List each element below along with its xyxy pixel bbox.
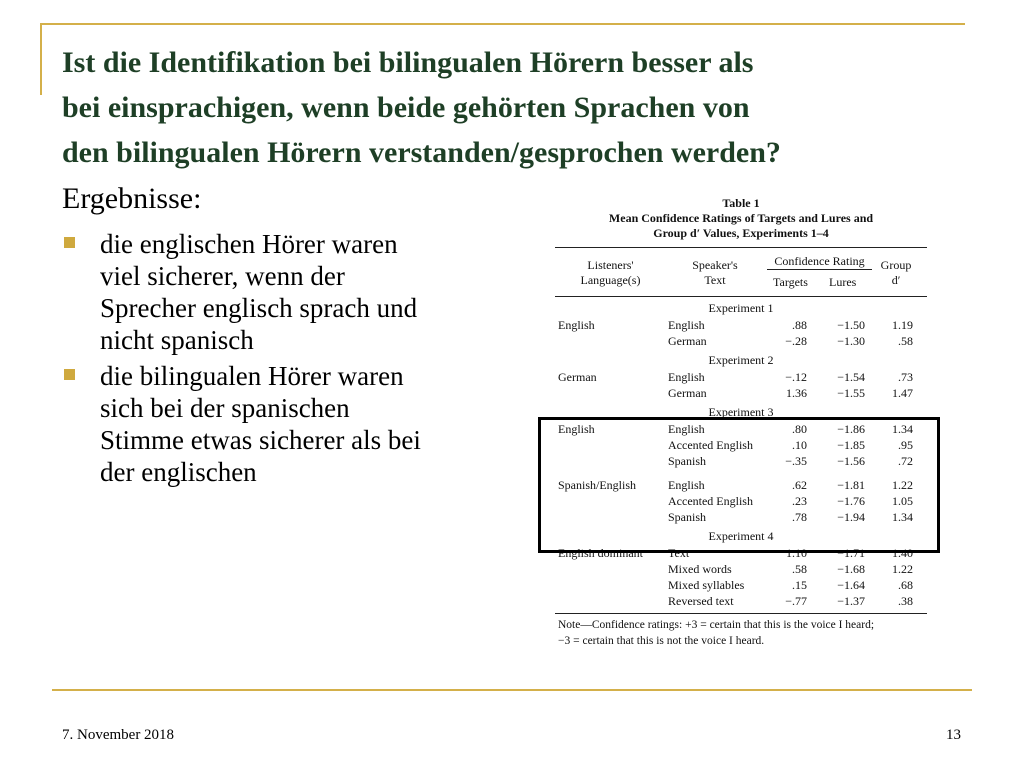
table-note: −3 = certain that this is not the voice I heard. <box>558 635 765 647</box>
cell-group-d: 1.34 <box>892 422 913 436</box>
bullet-square-icon <box>64 369 75 380</box>
cell-speaker-text: English <box>668 370 705 384</box>
cell-group-d: .58 <box>898 334 913 348</box>
cell-targets: .88 <box>792 318 807 332</box>
header-speaker: Speaker's Text <box>692 258 738 287</box>
title-line: Ist die Identifikation bei bilingualen Hörern besser als <box>62 46 754 79</box>
bullet-text <box>100 228 502 356</box>
cell-speaker-text: Mixed words <box>668 562 732 576</box>
cell-language: English <box>558 422 595 436</box>
cell-targets: −.12 <box>785 370 807 384</box>
cell-lures: −1.71 <box>837 546 865 560</box>
bullet-item <box>62 360 502 488</box>
cell-group-d: 1.22 <box>892 478 913 492</box>
cell-group-d: 1.05 <box>892 494 913 508</box>
cell-targets: .10 <box>792 438 807 452</box>
cell-targets: .80 <box>792 422 807 436</box>
table-row <box>555 317 927 333</box>
cell-targets: 1.36 <box>786 386 807 400</box>
table-row <box>555 333 927 349</box>
cell-lures: −1.68 <box>837 562 865 576</box>
cell-group-d: 1.19 <box>892 318 913 332</box>
experiment-label: Experiment 3 <box>708 405 774 419</box>
frame-top-line <box>40 23 965 25</box>
cell-lures: −1.85 <box>837 438 865 452</box>
bullet-line: Sprecher englisch sprach und <box>100 293 418 323</box>
cell-speaker-text: Text <box>668 546 690 560</box>
cell-targets: −.77 <box>785 594 807 608</box>
cell-group-d: .38 <box>898 594 913 608</box>
cell-lures: −1.30 <box>837 334 865 348</box>
table-note: Note—Confidence ratings: +3 = certain that this is the voice I heard; <box>558 619 875 631</box>
results-heading: Ergebnisse: <box>62 182 202 215</box>
experiment3-highlight-box <box>538 417 940 553</box>
cell-speaker-text: English <box>668 478 705 492</box>
table-title: Table 1 <box>722 196 760 210</box>
bullet-list <box>62 228 502 492</box>
table-row <box>555 385 927 401</box>
header-targets: Targets <box>773 275 808 289</box>
cell-lures: −1.86 <box>837 422 865 436</box>
cell-group-d: .72 <box>898 454 913 468</box>
header-lures: Lures <box>829 275 857 289</box>
title-line: den bilingualen Hörern verstanden/gesprochen werden? <box>62 136 781 169</box>
bullet-line: nicht spanisch <box>100 325 254 355</box>
cell-group-d: 1.47 <box>892 386 913 400</box>
bullet-line: sich bei der spanischen <box>100 393 350 423</box>
cell-lures: −1.76 <box>837 494 865 508</box>
cell-lures: −1.81 <box>837 478 865 492</box>
bullet-line: die bilingualen Hörer waren <box>100 361 404 391</box>
table-rule <box>555 613 927 614</box>
frame-bottom-line <box>52 689 972 691</box>
cell-targets: 1.10 <box>786 546 807 560</box>
table-row <box>555 369 927 385</box>
cell-group-d: 1.40 <box>892 546 913 560</box>
title-line: bei einsprachigen, wenn beide gehörten Sprachen von <box>62 91 750 124</box>
cell-targets: .23 <box>792 494 807 508</box>
cell-lures: −1.56 <box>837 454 865 468</box>
cell-speaker-text: Spanish <box>668 510 707 524</box>
cell-group-d: .95 <box>898 438 913 452</box>
footer-date: 7. November 2018 <box>62 727 175 743</box>
header-listeners: Listeners' Language(s) <box>580 258 641 287</box>
bullet-square-icon <box>64 237 75 248</box>
cell-lures: −1.94 <box>837 510 865 524</box>
cell-lures: −1.55 <box>837 386 865 400</box>
cell-language: English dominant <box>558 546 643 560</box>
cell-lures: −1.50 <box>837 318 865 332</box>
cell-speaker-text: Reversed text <box>668 594 734 608</box>
cell-lures: −1.64 <box>837 578 865 592</box>
cell-targets: .15 <box>792 578 807 592</box>
cell-speaker-text: Accented English <box>668 494 753 508</box>
cell-group-d: 1.22 <box>892 562 913 576</box>
cell-targets: .62 <box>792 478 807 492</box>
cell-targets: .58 <box>792 562 807 576</box>
header-confidence: Confidence Rating <box>767 254 872 270</box>
header-group: Group d′ <box>880 258 912 287</box>
cell-speaker-text: Mixed syllables <box>668 578 745 592</box>
cell-language: Spanish/English <box>558 478 637 492</box>
bullet-line: die englischen Hörer waren <box>100 229 398 259</box>
table-header <box>555 248 927 296</box>
cell-lures: −1.37 <box>837 594 865 608</box>
cell-speaker-text: German <box>668 386 707 400</box>
bullet-item <box>62 228 502 356</box>
bullet-line: der englischen <box>100 457 257 487</box>
cell-speaker-text: English <box>668 318 705 332</box>
cell-language: German <box>558 370 597 384</box>
bullet-text <box>100 360 502 488</box>
table-row <box>555 561 927 577</box>
cell-group-d: .68 <box>898 578 913 592</box>
cell-group-d: .73 <box>898 370 913 384</box>
experiment-label: Experiment 4 <box>708 529 774 543</box>
experiment-label: Experiment 2 <box>708 353 774 367</box>
table-row <box>555 593 927 609</box>
bullet-line: viel sicherer, wenn der <box>100 261 345 291</box>
table-subtitle: Mean Confidence Ratings of Targets and Lures and <box>608 211 874 225</box>
cell-speaker-text: German <box>668 334 707 348</box>
cell-speaker-text: Accented English <box>668 438 753 452</box>
table-row <box>555 577 927 593</box>
experiment-label: Experiment 1 <box>708 301 774 315</box>
cell-targets: .78 <box>792 510 807 524</box>
cell-speaker-text: English <box>668 422 705 436</box>
cell-speaker-text: Spanish <box>668 454 707 468</box>
cell-language: English <box>558 318 595 332</box>
bullet-line: Stimme etwas sicherer als bei <box>100 425 421 455</box>
slide-title <box>62 40 962 175</box>
cell-group-d: 1.34 <box>892 510 913 524</box>
page-number: 13 <box>946 727 961 743</box>
cell-targets: −.35 <box>785 454 807 468</box>
cell-lures: −1.54 <box>837 370 865 384</box>
frame-left-line <box>40 23 42 95</box>
table-subtitle: Group d′ Values, Experiments 1–4 <box>653 226 829 240</box>
cell-targets: −.28 <box>785 334 807 348</box>
